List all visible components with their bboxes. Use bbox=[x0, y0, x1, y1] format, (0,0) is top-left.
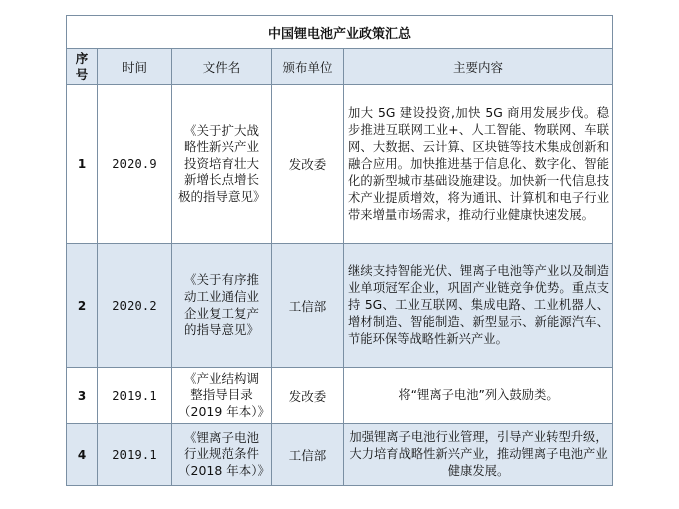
table-row bbox=[67, 85, 613, 244]
row-doc: 《锂离子电池行业规范条件（2018 年本）》 bbox=[172, 424, 272, 486]
row-seq: 2 bbox=[67, 244, 98, 368]
table-row bbox=[67, 368, 613, 424]
row-time: 2020.2 bbox=[98, 244, 172, 368]
header-row bbox=[67, 49, 613, 85]
header-unit: 颁布单位 bbox=[272, 49, 344, 85]
row-content: 加强锂离子电池行业管理，引导产业转型升级，大力培育战略性新兴产业，推动锂离子电池产业健康发展。 bbox=[344, 424, 613, 486]
row-seq: 1 bbox=[67, 85, 98, 244]
table-title: 中国锂电池产业政策汇总 bbox=[67, 16, 613, 49]
row-doc: 《关于有序推动工业通信业企业复工复产的指导意见》 bbox=[172, 244, 272, 368]
row-doc: 《产业结构调整指导目录（2019 年本）》 bbox=[172, 368, 272, 424]
row-time: 2019.1 bbox=[98, 368, 172, 424]
header-seq-label: 序 号 bbox=[75, 50, 89, 82]
header-seq bbox=[67, 49, 98, 85]
row-unit: 发改委 bbox=[272, 368, 344, 424]
row-content: 继续支持智能光伏、锂离子电池等产业以及制造业单项冠军企业，巩固产业链竞争优势。重点支持 5G、工业互联网、集成电路、工业机器人、增材制造、智能制造、新型显示、新能源汽车、节能环保等战略性新兴产业。 bbox=[344, 244, 613, 368]
row-doc: 《关于扩大战略性新兴产业投资培育壮大新增长点增长极的指导意见》 bbox=[172, 85, 272, 244]
row-unit: 发改委 bbox=[272, 85, 344, 244]
row-seq: 4 bbox=[67, 424, 98, 486]
table-row bbox=[67, 424, 613, 486]
row-seq: 3 bbox=[67, 368, 98, 424]
row-unit: 工信部 bbox=[272, 424, 344, 486]
header-doc: 文件名 bbox=[172, 49, 272, 85]
row-content: 将“锂离子电池”列入鼓励类。 bbox=[344, 368, 613, 424]
policy-table bbox=[66, 15, 613, 486]
table-row bbox=[67, 244, 613, 368]
header-time: 时间 bbox=[98, 49, 172, 85]
row-time: 2019.1 bbox=[98, 424, 172, 486]
row-unit: 工信部 bbox=[272, 244, 344, 368]
row-time: 2020.9 bbox=[98, 85, 172, 244]
header-content: 主要内容 bbox=[344, 49, 613, 85]
row-content: 加大 5G 建设投资,加快 5G 商用发展步伐。稳步推进互联网工业+、人工智能、物联网、车联网、大数据、云计算、区块链等技术集成创新和融合应用。加快推进基于信息化、数字化、智能化的新型城市基础设施建设。加快新一代信息技术产业提质增效，将为通讯、计算机和电子行业带来增量市场需求，推动行业健康快速发展。 bbox=[344, 85, 613, 244]
policy-table-container bbox=[66, 15, 612, 486]
